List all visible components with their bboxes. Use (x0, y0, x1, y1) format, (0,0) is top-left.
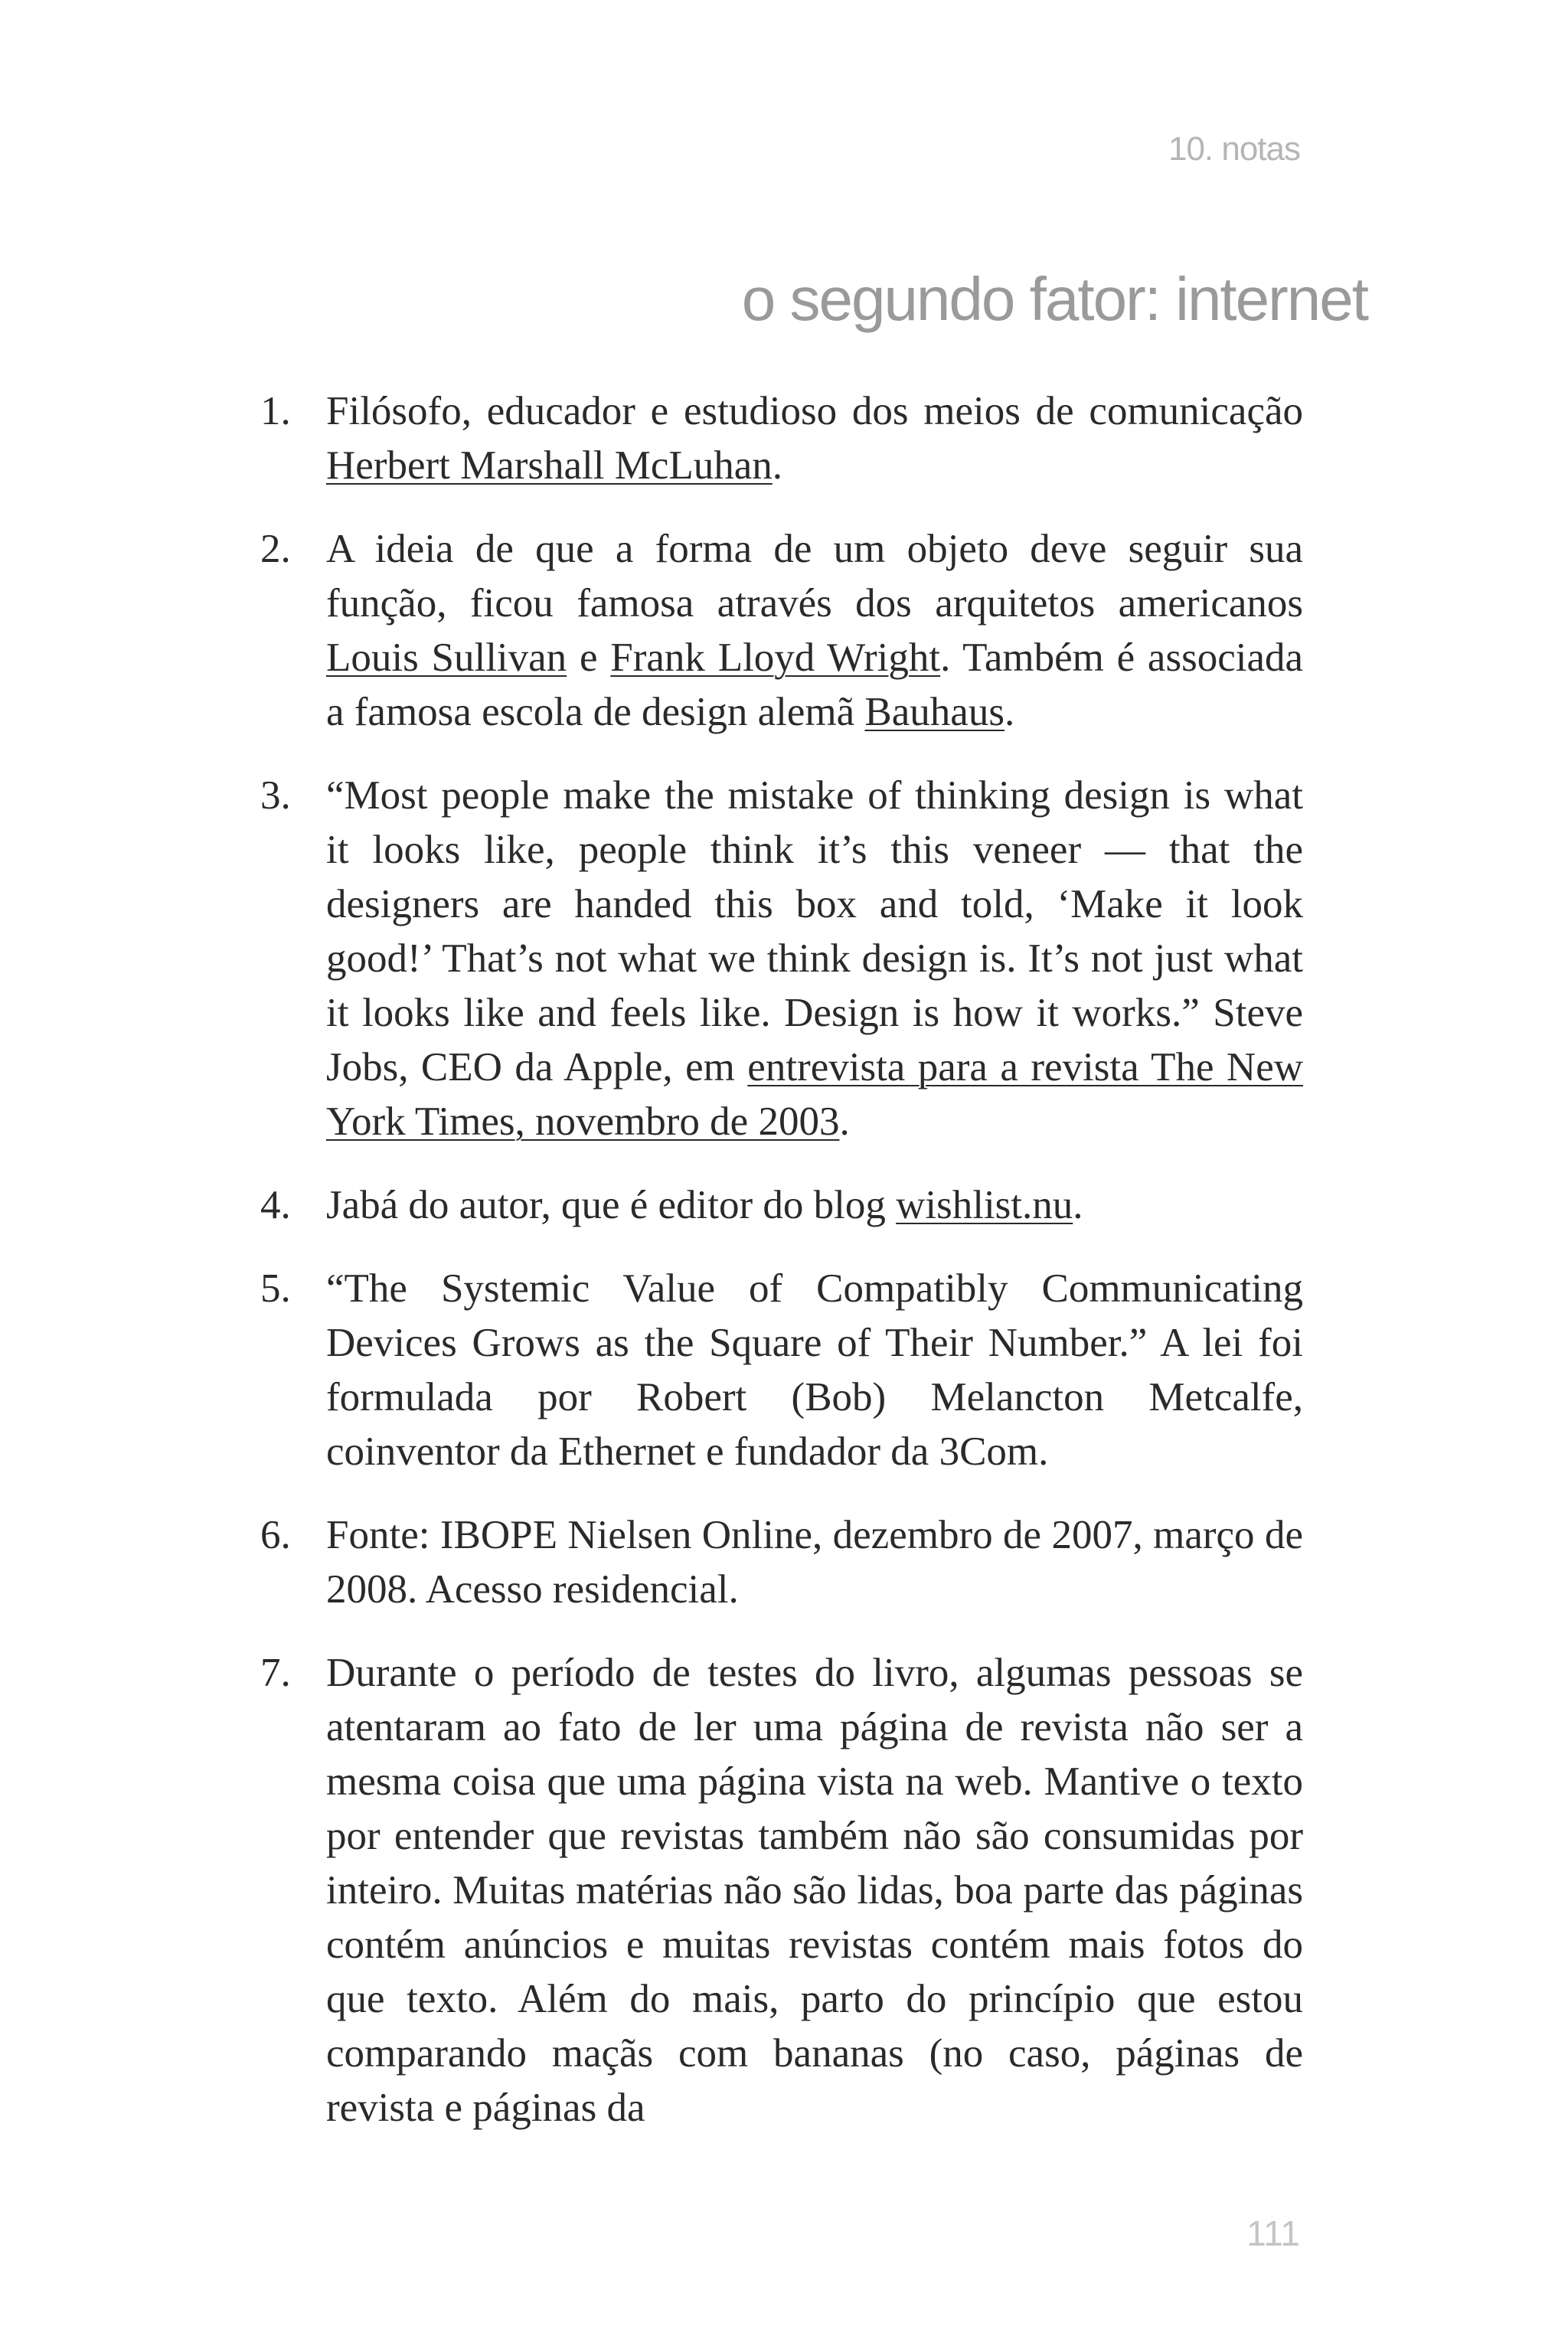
link-frank-lloyd-wright[interactable]: Frank Lloyd Wright (610, 635, 941, 680)
section-title: o segundo fator: internet (741, 265, 1367, 333)
note-text: Filósofo, educador e estudioso dos meios de comunicação (326, 389, 1303, 433)
link-herbert-marshall-mcluhan[interactable]: Herbert Marshall McLuhan (326, 443, 773, 488)
link-nyt-interview[interactable]: entrevista para a revista The New York Times, novembro de 2003 (326, 1045, 1303, 1144)
link-louis-sullivan[interactable]: Louis Sullivan (326, 635, 567, 680)
note-number: 1. (260, 389, 291, 433)
note-text: . Também é associada a famosa escola de design alemã (326, 635, 1303, 734)
note-text: Durante o período de testes do livro, algumas pessoas se atentaram ao fato de ler uma página de revista não ser a mesma coisa que uma página vista na web. Mantive o texto por entender que revistas também não são consumidas por inteiro. Muitas matérias não são lidas, boa parte das páginas contém anúncios e muitas revistas contém mais fotos do que texto. Além do mais, parto do princípio que estou comparando maçãs com bananas (no caso, páginas de revista e páginas da (326, 1651, 1303, 2130)
note-number: 3. (260, 773, 291, 818)
note-text: A ideia de que a forma de um objeto deve seguir sua função, ficou famosa através dos arquitetos americanos (326, 527, 1303, 626)
note-number: 7. (260, 1651, 291, 1695)
note-5 (260, 1262, 1303, 1479)
note-2 (260, 522, 1303, 740)
note-number: 4. (260, 1183, 291, 1227)
note-text: e (567, 635, 611, 680)
page-number: 111 (1246, 2213, 1300, 2253)
note-text: . (839, 1099, 850, 1144)
note-1 (260, 384, 1303, 493)
note-text: “The Systemic Value of Compatibly Communicating Devices Grows as the Square of Their Number.” A lei foi formulada por Robert (Bob) Melancton Metcalfe, coinventor da Ethernet e fundador da 3Com. (326, 1266, 1303, 1474)
note-7 (260, 1646, 1303, 2135)
note-text: Fonte: IBOPE Nielsen Online, dezembro de 2007, março de 2008. Acesso residencial. (326, 1513, 1303, 1612)
chapter-label: 10. notas (1168, 130, 1300, 168)
link-wishlist[interactable]: wishlist.nu (896, 1183, 1073, 1227)
note-3 (260, 769, 1303, 1149)
note-text: . (1073, 1183, 1083, 1227)
link-bauhaus[interactable]: Bauhaus (864, 690, 1004, 734)
notes-list (260, 384, 1303, 2164)
note-text: . (772, 443, 783, 488)
note-number: 6. (260, 1513, 291, 1557)
note-number: 2. (260, 527, 291, 571)
note-number: 5. (260, 1266, 291, 1311)
note-6 (260, 1508, 1303, 1617)
note-4 (260, 1178, 1303, 1233)
note-text: Jabá do autor, que é editor do blog (326, 1183, 897, 1227)
note-text: “Most people make the mistake of thinking design is what it looks like, people think it’s this veneer — that the designers are handed this box and told, ‘Make it look good!’ That’s not what we think design is. It’s not just what it looks like and feels like. Design is how it works.” Steve Jobs, CEO da Apple, em (326, 773, 1303, 1089)
note-text: . (1004, 690, 1015, 734)
